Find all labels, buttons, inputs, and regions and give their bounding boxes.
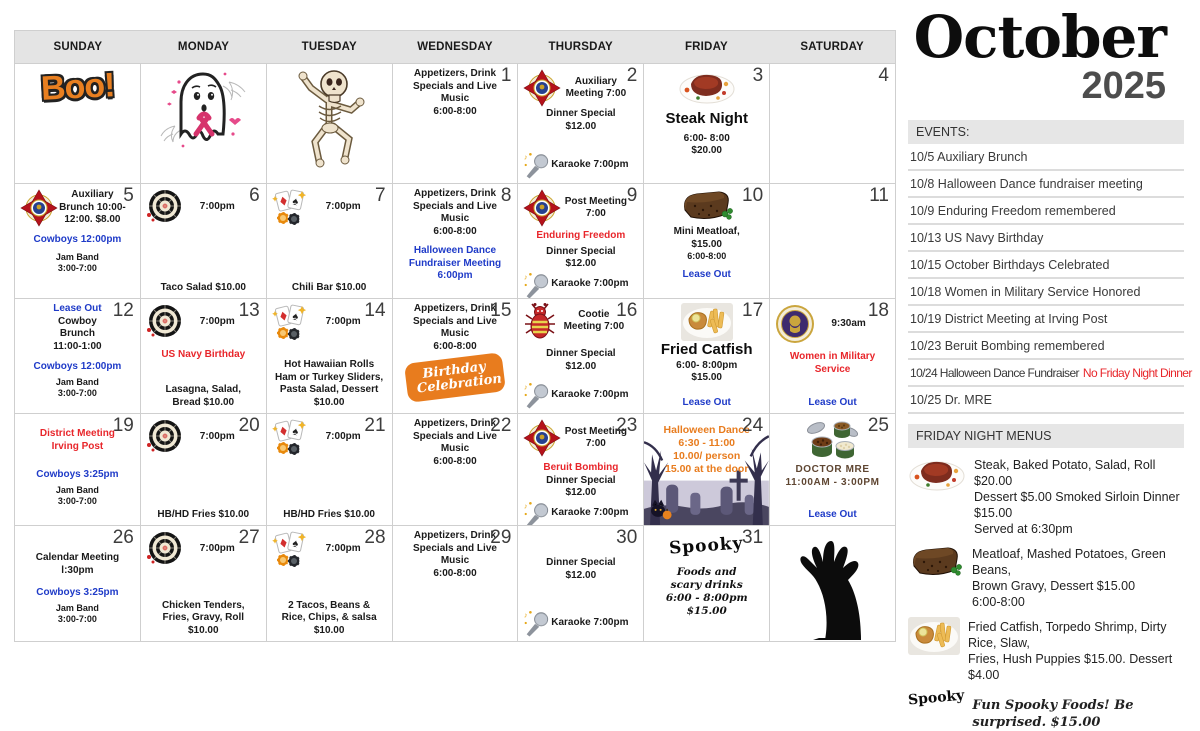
calendar-cell-19: [15, 414, 141, 526]
event-row: [522, 185, 639, 228]
event-row: [522, 65, 639, 108]
day-number: 22: [490, 415, 512, 436]
event-line: 6:00pm: [437, 270, 473, 281]
event-row-label: Karaoke 7:00pm: [551, 616, 629, 628]
event-row: [522, 500, 639, 527]
event-line: Halloween Dance: [663, 424, 750, 436]
event-line: Chili Bar $10.00: [291, 281, 367, 293]
calendar-cell-20: [141, 414, 267, 526]
event-row-label: 7:00pm: [325, 542, 361, 554]
day-number: 2: [626, 65, 638, 86]
steak-plate-img: [908, 455, 966, 493]
event-text: 10/19 District Meeting at Irving Post: [910, 312, 1108, 327]
day-number: 4: [878, 65, 889, 86]
event-text: 10/24 Halloween Dance Fundraiser: [910, 366, 1079, 381]
event-line: DOCTOR MRE: [795, 464, 870, 475]
event-line: $12.00: [565, 569, 597, 581]
event-line: Appetizers, Drink Specials and Live Music: [413, 188, 497, 224]
menu-text-line: Fries, Hush Puppies $15.00. Dessert $4.00: [968, 652, 1173, 683]
event-line: Dinner Special: [546, 474, 616, 486]
menu-text-line: Served at 6:30pm: [974, 522, 1073, 537]
event-line: Cowboys 12:00pm: [33, 361, 122, 372]
event-row-label: Cootie Meeting 7:00: [563, 308, 625, 332]
event-line: Calendar Meeting: [35, 552, 120, 563]
calendar-week-row: [15, 299, 896, 414]
menu-text-line: Dessert $5.00 Smoked Sirloin Dinner $15.00: [974, 490, 1180, 521]
calendar-cell-24: [644, 414, 770, 526]
day-number: 12: [112, 300, 134, 321]
svg-text:♠: ♠: [290, 425, 300, 439]
event-text: 10/9 Enduring Freedom remembered: [910, 204, 1116, 219]
event-row-label: 7:00pm: [199, 542, 235, 554]
event-list-item: [908, 225, 1184, 252]
event-line: Jam Band: [55, 602, 99, 613]
calendar-cell-6: [141, 184, 267, 299]
calendar-cell-9: [518, 184, 644, 299]
event-line: 6:00-8:00: [433, 455, 477, 467]
event-line: l:30pm: [61, 564, 94, 576]
calendar-cell-12: [15, 299, 141, 414]
day-number: 18: [867, 300, 889, 321]
event-line: Cowboy Brunch: [57, 315, 97, 339]
calendar-cell-27: [141, 526, 267, 642]
calendar-cell-13: [141, 299, 267, 414]
svg-text:♪: ♪: [524, 610, 529, 620]
cards-chips-icon: [271, 530, 309, 568]
calendar-cell-26: [15, 526, 141, 642]
event-line: 6:00- 8:00pm: [676, 359, 738, 371]
event-text: 10/18 Women in Military Service Honored: [910, 285, 1141, 300]
calendar-cell-17: [644, 299, 770, 414]
calendar-cell: [770, 526, 896, 642]
ghost-ribbon-graphic: [159, 68, 247, 160]
svg-text:♪: ♪: [524, 152, 529, 162]
event-line: 3:00-7:00: [57, 613, 97, 624]
calendar-cell-21: [267, 414, 393, 526]
calendar-cell-11: [770, 184, 896, 299]
event-line: 6:00-8:00: [433, 340, 477, 352]
events-header: EVENTS:: [908, 120, 1184, 144]
mre-cans-img: [804, 418, 862, 462]
event-line: 11:00-1:00: [53, 340, 102, 352]
svg-text:♪: ♪: [524, 271, 529, 281]
calendar-cell-7: [267, 184, 393, 299]
calendar-week-row: [15, 64, 896, 184]
calendar-week-row: [15, 526, 896, 642]
event-line: 3:00-7:00: [57, 495, 97, 506]
day-number: 16: [616, 300, 638, 321]
zombie-hand-graphic: [797, 530, 869, 640]
event-line: $20.00: [691, 145, 722, 157]
event-line: Lease Out: [682, 396, 731, 408]
event-line: HB/HD Fries $10.00: [283, 508, 375, 520]
svg-text:♠: ♠: [290, 195, 300, 209]
event-row-label: 9:30am: [831, 317, 866, 329]
vfw-emblem-icon: [522, 68, 562, 108]
day-number: 7: [374, 185, 386, 206]
karaoke-mic-icon: [522, 151, 550, 179]
calendar-week-row: [15, 184, 896, 299]
day-number: 25: [867, 415, 889, 436]
event-line: Jam Band: [55, 376, 99, 387]
cards-chips-icon: [271, 418, 309, 456]
day-number: 20: [238, 415, 260, 436]
svg-text:♠: ♠: [290, 310, 300, 324]
event-line: 15.00 at the door: [664, 463, 749, 476]
menu-item: [908, 455, 1190, 537]
event-list-item: [908, 252, 1184, 279]
event-line: HB/HD Fries $10.00: [157, 508, 250, 520]
event-text: 10/23 Beruit Bombing remembered: [910, 339, 1105, 354]
event-line: Halloween Dance Fundraiser Meeting: [408, 245, 502, 269]
meatloaf-img: [679, 188, 735, 222]
day-number: 14: [364, 300, 386, 321]
event-row-label: 7:00pm: [325, 200, 361, 212]
day-number: 24: [742, 415, 764, 436]
event-line: 6:00- 8:00: [683, 132, 730, 144]
event-row-label: 7:00pm: [199, 430, 235, 442]
vfw-emblem-icon: [522, 188, 562, 228]
day-number: 6: [249, 185, 260, 206]
event-row-label: Post Meeting 7:00: [564, 425, 627, 449]
day-number: 28: [364, 527, 386, 548]
event-row-label: Auxiliary Brunch 10:00-12:00. $8.00: [59, 189, 126, 226]
calendar-cell: [141, 64, 267, 184]
day-number: 9: [626, 185, 638, 206]
calendar-cell-2: [518, 64, 644, 184]
day-number: 17: [742, 300, 764, 321]
event-list-item: [908, 279, 1184, 306]
event-row-label: Post Meeting 7:00: [564, 195, 627, 219]
day-number: 23: [616, 415, 638, 436]
event-line: Cowboys 3:25pm: [36, 469, 119, 480]
menu-text-line: Fried Catfish, Torpedo Shrimp, Dirty Rice, Slaw,: [968, 620, 1167, 651]
event-line: Dinner Special: [546, 348, 616, 359]
spooky-text: Spooky: [668, 533, 745, 559]
steak-plate-img: [678, 68, 736, 106]
dartboard-icon: [145, 303, 183, 341]
spooky-text: Spooky: [907, 687, 966, 709]
day-number: 29: [490, 527, 512, 548]
menu-text-line: 6:00-8:00: [972, 595, 1025, 610]
event-row-label: Karaoke 7:00pm: [551, 388, 629, 400]
event-row: [19, 185, 136, 228]
calendar-cell-3: [644, 64, 770, 184]
weekday-header: THURSDAY: [548, 41, 613, 53]
event-line: Lease Out: [53, 303, 102, 314]
calendar-cell-28: [267, 526, 393, 642]
month-title: October: [913, 3, 1166, 71]
weekday-header: SATURDAY: [800, 41, 864, 53]
day-number: 3: [752, 65, 764, 86]
weekday-header: TUESDAY: [301, 41, 357, 53]
calendar-cell-18: [770, 299, 896, 414]
purple-heart-icon: [774, 303, 816, 345]
menu-text-line: Steak, Baked Potato, Salad, Roll $20.00: [974, 458, 1156, 489]
event-line: District Meeting Irving Post: [39, 428, 115, 452]
event-line: $12.00: [565, 360, 597, 372]
calendar-cell-16: [518, 299, 644, 414]
event-text: 10/25 Dr. MRE: [910, 393, 992, 408]
event-note: No Friday Night Dinner: [1082, 366, 1192, 381]
event-line: Taco Salad $10.00: [160, 281, 246, 293]
cards-chips-icon: [271, 303, 309, 341]
event-line: Steak Night: [665, 110, 748, 127]
menu-text: [968, 617, 1190, 683]
day-number: 21: [364, 415, 386, 436]
event-line: Dinner Special: [546, 557, 616, 568]
calendar-cell-10: [644, 184, 770, 299]
day-number: 30: [616, 527, 638, 548]
calendar-cell-29: [393, 526, 519, 642]
menu-text-line: Fun Spooky Foods! Be surprised. $15.00: [972, 698, 1134, 730]
cootie-bug-icon: [522, 303, 558, 339]
weekday-header: SUNDAY: [53, 41, 103, 53]
event-row-label: 7:00pm: [325, 315, 361, 327]
calendar: [14, 30, 896, 642]
day-number: 13: [238, 300, 260, 321]
event-line: Appetizers, Drink Specials and Live Music: [413, 530, 497, 566]
calendar-cell-5: [15, 184, 141, 299]
event-row: [522, 271, 639, 299]
catfish-img: [681, 303, 733, 341]
day-number: 19: [112, 415, 134, 436]
weekday-header-row: [14, 30, 896, 63]
event-row-label: Karaoke 7:00pm: [551, 158, 629, 170]
svg-text:♠: ♠: [290, 537, 300, 551]
event-line: 6:00-8:00: [433, 225, 477, 237]
spooky-logo: [668, 533, 745, 559]
event-line: Lease Out: [808, 396, 857, 408]
event-line: Dinner Special: [546, 108, 616, 119]
event-line: $15.00: [691, 372, 722, 384]
event-row: [522, 609, 639, 637]
event-row: [522, 381, 639, 409]
event-row-label: Auxiliary Meeting 7:00: [565, 75, 627, 99]
event-line: 6:00 - 8:00pm: [665, 592, 748, 605]
event-line: Mini Meatloaf,: [673, 226, 740, 237]
dartboard-icon: [145, 188, 183, 226]
event-row-label: 7:00pm: [199, 315, 235, 327]
vfw-emblem-icon: [522, 418, 562, 458]
event-text: 10/15 October Birthdays Celebrated: [910, 258, 1110, 273]
event-list-item: [908, 360, 1192, 387]
menu-text: [972, 690, 1190, 731]
weekday-header: MONDAY: [177, 41, 230, 53]
event-line: Appetizers, Drink Specials and Live Music: [413, 68, 497, 104]
right-panel: [907, 3, 1192, 731]
karaoke-mic-icon: [522, 609, 550, 637]
menu-item: [908, 544, 1190, 610]
event-line: 2 Tacos, Beans & Rice, Chips, & salsa $10.00: [281, 599, 377, 636]
boo-text: Boo!: [39, 66, 116, 108]
skeleton-graphic: [289, 68, 369, 172]
event-line: 11:00AM - 3:00PM: [785, 476, 880, 488]
event-line: Cowboys 3:25pm: [36, 587, 119, 598]
vfw-emblem-icon: [19, 188, 59, 228]
event-text: 10/13 US Navy Birthday: [910, 231, 1044, 246]
event-line: $12.00: [565, 258, 597, 269]
calendar-cell-14: [267, 299, 393, 414]
calendar-cell-22: [393, 414, 519, 526]
menu-text: [974, 455, 1190, 537]
catfish-img: [908, 617, 960, 655]
birthday-celebration-logo: [406, 358, 504, 397]
day-number: 10: [742, 185, 764, 206]
day-number: 27: [238, 527, 260, 548]
event-line: $12.00: [565, 487, 597, 498]
event-text: 10/8 Halloween Dance fundraiser meeting: [910, 177, 1143, 192]
calendar-week-row: [15, 414, 896, 526]
menu-text-line: Meatloaf, Mashed Potatoes, Green Beans,: [972, 547, 1166, 578]
spooky-logo: [907, 687, 966, 709]
event-line: Women in Military Service: [789, 351, 876, 375]
event-row: [145, 185, 262, 226]
calendar-cell-30: [518, 526, 644, 642]
menus-list: [908, 455, 1190, 731]
day-number: 5: [123, 185, 134, 206]
event-line: Appetizers, Drink Specials and Live Music: [413, 418, 497, 454]
event-row: [271, 185, 388, 226]
event-line: US Navy Birthday: [161, 349, 246, 360]
event-line: 10.00/ person: [673, 450, 741, 463]
karaoke-mic-icon: [522, 271, 550, 299]
dartboard-icon: [145, 530, 183, 568]
day-number: 31: [742, 527, 764, 548]
calendar-cell-25: [770, 414, 896, 526]
day-number: 11: [869, 185, 889, 206]
event-line: $12.00: [565, 120, 597, 132]
events-list: [908, 144, 1192, 414]
menu-item: [908, 617, 1190, 683]
event-row-label: Karaoke 7:00pm: [551, 278, 629, 290]
event-list-item: [908, 144, 1184, 171]
event-line: Fried Catfish: [660, 341, 753, 358]
menu-text-line: Brown Gravy, Dessert $15.00: [972, 579, 1136, 594]
event-line: Lease Out: [682, 269, 731, 281]
boo-graphic: [41, 68, 114, 107]
event-line: Dinner Special: [546, 245, 616, 257]
event-line: Foods and scary drinks: [670, 566, 743, 592]
event-line: 3:00-7:00: [57, 387, 97, 398]
karaoke-mic-icon: [522, 500, 550, 527]
event-line: $15.00: [691, 238, 722, 250]
calendar-cell: [15, 64, 141, 184]
event-list-item: [908, 387, 1184, 414]
event-row: [522, 151, 639, 179]
svg-text:♪: ♪: [524, 382, 529, 392]
calendar-cell-8: [393, 184, 519, 299]
event-line: 6:30 - 11:00: [678, 437, 736, 450]
meatloaf-img: [908, 544, 964, 578]
event-row-label: 7:00pm: [325, 430, 361, 442]
svg-text:♪: ♪: [524, 500, 529, 510]
weekday-header: FRIDAY: [684, 41, 728, 53]
calendar-cell-23: [518, 414, 644, 526]
year-title: 2025: [1081, 65, 1166, 108]
calendar-grid: [14, 63, 896, 642]
event-row-label: Karaoke 7:00pm: [551, 507, 629, 519]
menu-text: [972, 544, 1190, 610]
event-line: Hot Hawaiian Rolls Ham or Turkey Sliders, Pasta Salad, Dessert $10.00: [275, 359, 384, 408]
calendar-cell-31: [644, 526, 770, 642]
event-line: 6:00-8:00: [433, 567, 477, 579]
day-number: 8: [500, 185, 512, 206]
cards-chips-icon: [271, 188, 309, 226]
event-line: Cowboys 12:00pm: [33, 234, 122, 245]
day-number: 1: [500, 65, 512, 86]
event-line: Jam Band: [55, 251, 99, 262]
event-list-item: [908, 333, 1184, 360]
event-line: Lasagna, Salad, Bread $10.00: [165, 384, 242, 408]
event-list-item: [908, 306, 1184, 333]
menu-item: [907, 687, 1190, 731]
event-row-label: 7:00pm: [199, 200, 235, 212]
birthday-logo-text: Birthday Celebration: [404, 352, 506, 403]
weekday-header: WEDNESDAY: [417, 41, 493, 53]
calendar-cell: [267, 64, 393, 184]
calendar-cell-15: [393, 299, 519, 414]
calendar-cell-1: [393, 64, 519, 184]
event-line: 3:00-7:00: [57, 262, 97, 273]
event-line: $15.00: [686, 605, 727, 618]
event-list-item: [908, 198, 1184, 225]
event-line: Jam Band: [55, 484, 99, 495]
event-text: 10/5 Auxiliary Brunch: [910, 150, 1028, 165]
dartboard-icon: [145, 418, 183, 456]
event-line: Lease Out: [808, 508, 857, 520]
event-list-item: [908, 171, 1184, 198]
event-line: Enduring Freedom: [536, 230, 626, 241]
karaoke-mic-icon: [522, 381, 550, 409]
event-line: Appetizers, Drink Specials and Live Music: [413, 303, 497, 339]
day-number: 15: [490, 300, 512, 321]
event-line: 6:00-8:00: [433, 105, 477, 117]
day-number: 26: [112, 527, 134, 548]
event-line: Beruit Bombing: [543, 462, 619, 473]
menus-header: FRIDAY NIGHT MENUS: [908, 424, 1184, 448]
calendar-cell-4: [770, 64, 896, 184]
event-line: 6:00-8:00: [687, 251, 727, 261]
event-line: Chicken Tenders, Fries, Gravy, Roll $10.00: [161, 599, 245, 636]
